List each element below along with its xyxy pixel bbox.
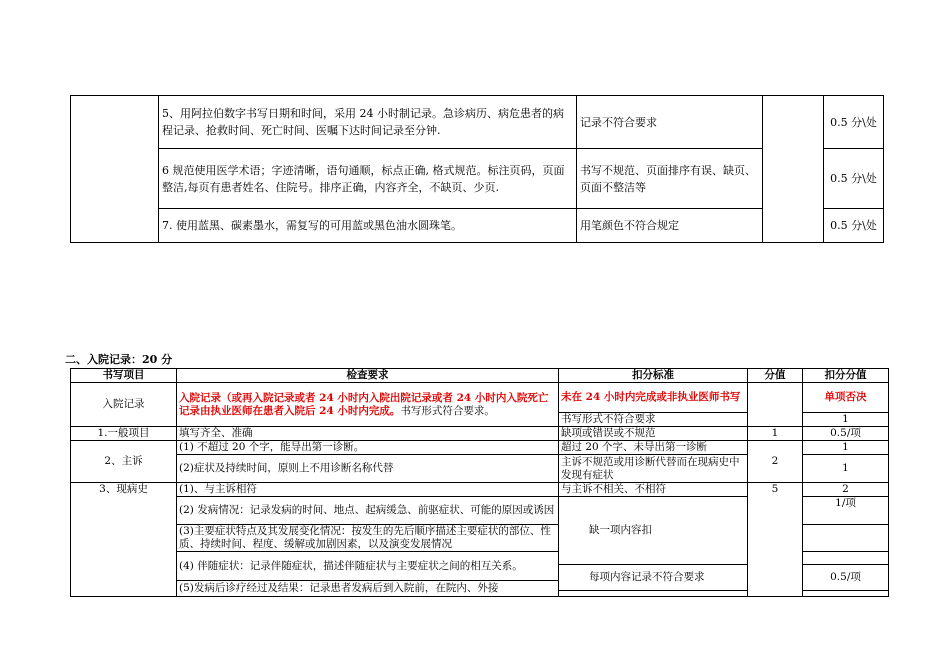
item-cell: 3、现病史: [71, 483, 177, 597]
top-scoring-table: [70, 95, 884, 243]
deduction-cell: 1: [803, 441, 889, 455]
deduction-cell: 0.5/项: [803, 427, 889, 441]
criterion-cell: 与主诉不相关、不相符: [559, 483, 748, 497]
section-title: 二、入院记录：20 分: [65, 353, 173, 366]
deduction-cell: 2: [803, 483, 889, 497]
requirement-cell: 5、用阿拉伯数字书写日期和时间，采用 24 小时制记录。急诊病历、病危患者的病程记录、抢救时间、死亡时间、医嘱下达时间记录至分钟.: [159, 96, 577, 149]
header-score: 分值: [748, 369, 803, 383]
score-cell: [763, 96, 824, 243]
header-requirement: 检查要求: [177, 369, 559, 383]
requirement-cell: (3)主要症状特点及其发展变化情况：按发生的先后顺序描述主要症状的部位、性质、持续时间、程度、缓解或加剧因素，以及演变发展情况: [177, 525, 559, 552]
criterion-cell: 每项内容记录不符合要求: [559, 565, 748, 591]
requirement-cell: 6 规范使用医学术语；字迹清晰，语句通顺，标点正确, 格式规范。标注页码，页面整洁,每页有患者姓名、住院号。排序正确，内容齐全，不缺页、少页.: [159, 149, 577, 209]
table-header-row: [71, 369, 889, 383]
criterion-cell: [559, 591, 748, 597]
deduction-cell: 0.5/项: [803, 565, 889, 591]
header-deduction: 扣分分值: [803, 369, 889, 383]
deduction-cell: 1: [803, 455, 889, 483]
table-row: [71, 441, 889, 455]
score-cell: [748, 383, 803, 427]
deduction-cell: 0.5 分\处: [824, 209, 884, 243]
criterion-cell: 超过 20 个字、未导出第一诊断: [559, 441, 748, 455]
criterion-cell: 未在 24 小时内完成或非执业医师书写: [559, 383, 748, 413]
table-row: [71, 149, 884, 209]
item-cell: 2、主诉: [71, 441, 177, 483]
requirement-text: 书写形式符合要求。: [400, 404, 495, 417]
admission-record-table: [70, 368, 889, 597]
requirement-red-text: 入院记录（或再入院记录或者 24 小时内入院出院记录或者 24 小时内入院死亡记录由执业医师在患者入院后 24 小时内完成。: [179, 391, 549, 417]
deduction-cell: [803, 552, 889, 565]
score-cell: 5: [748, 483, 803, 597]
requirement-cell: (5)发病后诊疗经过及结果：记录患者发病后到入院前，在院内、外接: [177, 581, 559, 597]
requirement-cell: (2) 发病情况：记录发病的时间、地点、起病缓急、前驱症状、可能的原因或诱因: [177, 497, 559, 525]
requirement-cell: (2)症状及持续时间，原则上不用诊断名称代替: [177, 455, 559, 483]
deduction-cell: [803, 591, 889, 597]
item-cell: 1.一般项目: [71, 427, 177, 441]
table-row: [71, 427, 889, 441]
item-cell: [71, 96, 159, 243]
criterion-cell: 记录不符合要求: [577, 96, 763, 149]
requirement-cell: 填写齐全、准确: [177, 427, 559, 441]
table-row: [71, 383, 889, 413]
requirement-cell: 7. 使用蓝黑、碳素墨水，需复写的可用蓝或黑色油水圆珠笔。: [159, 209, 577, 243]
table-row: [71, 209, 884, 243]
header-item: 书写项目: [71, 369, 177, 383]
deduction-cell: [803, 525, 889, 552]
score-cell: 2: [748, 441, 803, 483]
deduction-cell: 1/项: [803, 497, 889, 525]
deduction-cell: 0.5 分\处: [824, 149, 884, 209]
score-cell: 1: [748, 427, 803, 441]
veto-badge: 单项否决: [803, 383, 889, 413]
criterion-cell: 书写形式不符合要求: [559, 413, 748, 427]
table-row: [71, 96, 884, 149]
criterion-cell: 用笔颜色不符合规定: [577, 209, 763, 243]
requirement-cell: (1) 不超过 20 个字，能导出第一诊断。: [177, 441, 559, 455]
requirement-cell: (1)、与主诉相符: [177, 483, 559, 497]
criterion-cell: 主诉不规范或用诊断代替而在现病史中发现有症状: [559, 455, 748, 483]
header-criterion: 扣分标准: [559, 369, 748, 383]
criterion-cell: 书写不规范、页面排序有误、缺页、页面不整洁等: [577, 149, 763, 209]
deduction-cell: 1: [803, 413, 889, 427]
item-cell: 入院记录: [71, 383, 177, 427]
criterion-cell: 缺项或错误或不规范: [559, 427, 748, 441]
table-row: [71, 483, 889, 497]
requirement-cell: (4) 伴随症状：记录伴随症状，描述伴随症状与主要症状之间的相互关系。: [177, 552, 559, 581]
requirement-cell: [177, 383, 559, 427]
deduction-cell: 0.5 分\处: [824, 96, 884, 149]
criterion-cell: 缺一项内容扣: [559, 497, 748, 565]
